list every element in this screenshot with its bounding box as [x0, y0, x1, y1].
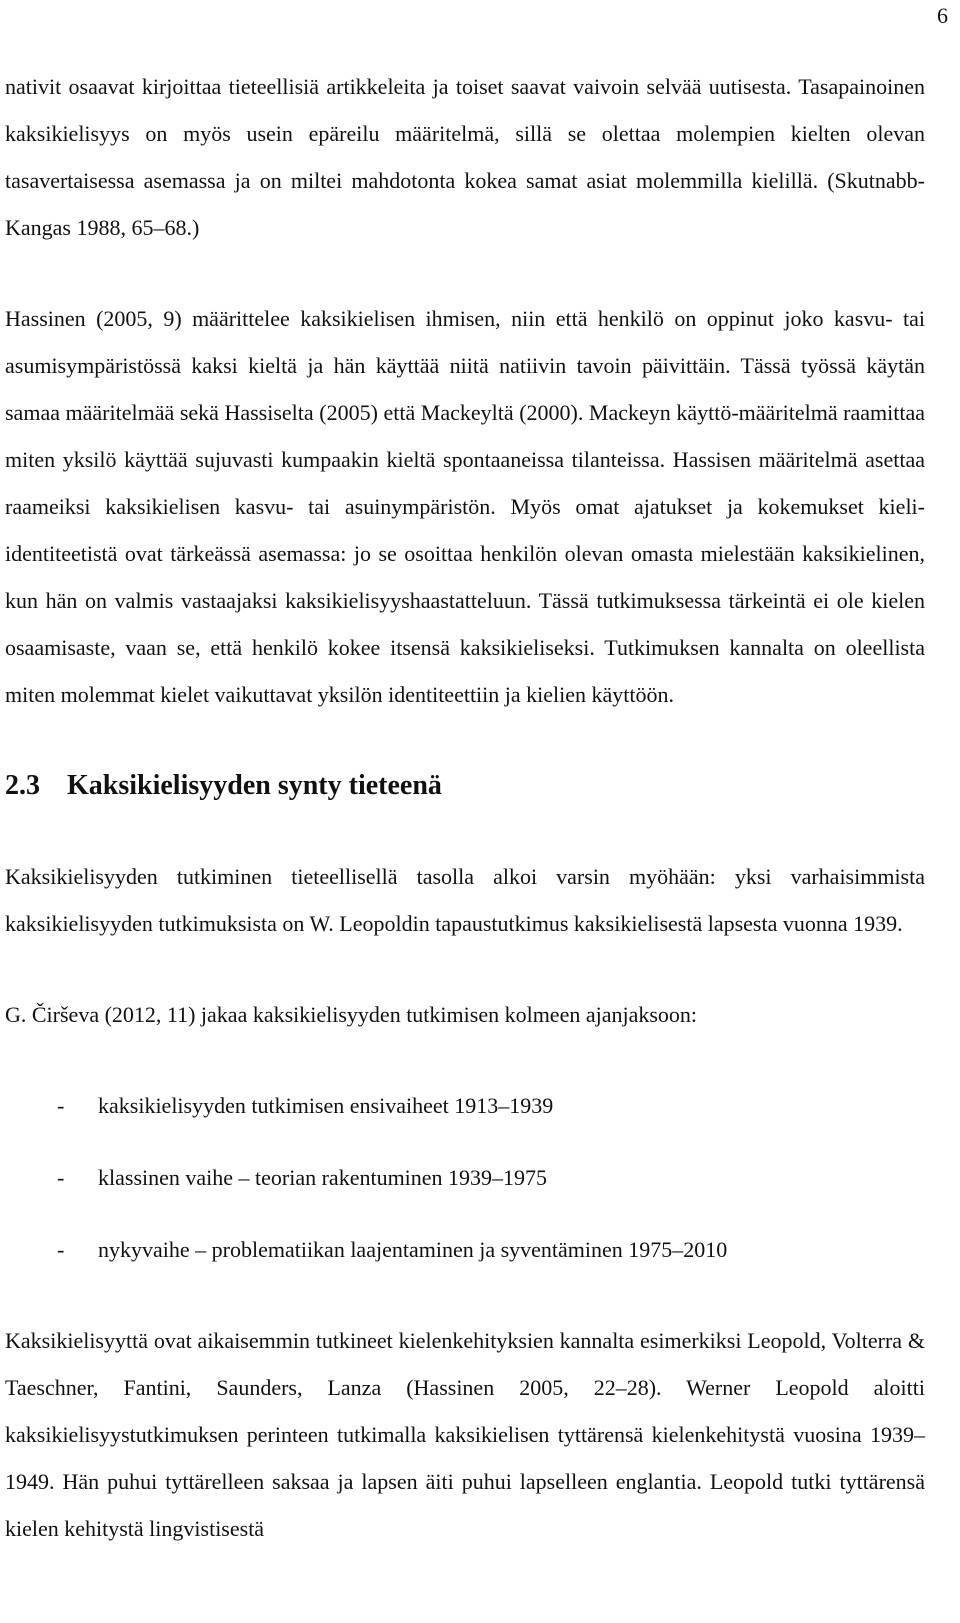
paragraph-leopold: Kaksikielisyyttä ovat aikaisemmin tutkineet kielenkehityksien kannalta esimerkiksi Leopold, Volterra & Taeschner, Fantini, Saunders, Lanza (Hassinen 2005, 22–28). Werner Leopold aloitti kaksikielisyystutkimuksen perinteen tutkimalla kaksikielisen tyttärensä kielenkehitystä vuosina 1939–1949. Hän puhui tyttärelleen saksaa ja lapsen äiti puhui lapselleen englantia. Leopold tutki tyttärensä kielen kehitystä lingvistisestä [5, 1328, 925, 1541]
list-item-text: nykyvaihe – problematiikan laajentaminen ja syventäminen 1975–2010 [98, 1237, 728, 1262]
list-dash: - [57, 1093, 65, 1118]
paragraph-spacer [5, 947, 925, 991]
paragraph-spacer [5, 1273, 925, 1317]
paragraph-spacer [5, 251, 925, 295]
paragraph-periods-intro: G. Čirševa (2012, 11) jakaa kaksikielisyyden tutkimisen kolmeen ajanjaksoon: [5, 1002, 698, 1027]
document-body [5, 63, 925, 1552]
page-number: 6 [937, 3, 948, 28]
research-periods-list [5, 1082, 925, 1273]
section-title: Kaksikielisyyden synty tieteenä [67, 770, 442, 801]
paragraph-research-history: Kaksikielisyyden tutkiminen tieteellisellä tasolla alkoi varsin myöhään: yksi varhaisimmista kaksikielisyyden tutkimuksista on W. Leopoldin tapaustutkimus kaksikielisestä lapsesta vuonna 1939. [5, 864, 925, 936]
paragraph-balanced-bilingualism: nativit osaavat kirjoittaa tieteellisiä artikkeleita ja toiset saavat vaivoin selvää uutisesta. Tasapainoinen kaksikielisyys on myös usein epäreilu määritelmä, sillä se olettaa molempien kielten olevan tasavertaisessa asemassa ja on miltei mahdotonta kokea samat asiat molemmilla kielillä. (Skutnabb-Kangas 1988, 65–68.) [5, 74, 925, 240]
list-dash: - [57, 1165, 65, 1190]
list-item-text: kaksikielisyyden tutkimisen ensivaiheet 1913–1939 [98, 1093, 554, 1118]
section-heading [5, 762, 925, 809]
list-item [5, 1082, 925, 1129]
paragraph-spacer [5, 809, 925, 853]
list-item-text: klassinen vaihe – teorian rakentuminen 1939–1975 [98, 1165, 548, 1190]
paragraph-spacer [5, 1038, 925, 1082]
list-item [5, 1154, 925, 1201]
list-dash: - [57, 1237, 65, 1262]
paragraph-definition: Hassinen (2005, 9) määrittelee kaksikielisen ihmisen, niin että henkilö on oppinut joko kasvu- tai asumisympäristössä kaksi kieltä ja hän käyttää niitä natiivin tavoin päivittäin. Tässä työssä käytän samaa määritelmää sekä Hassiselta (2005) että Mackeyltä (2000). Mackeyn käyttö-määritelmä raamittaa miten yksilö käyttää sujuvasti kumpaakin kieltä spontaaneissa tilanteissa. Hassisen määritelmä asettaa raameiksi kaksikielisen kasvu- tai asuinympäristön. Myös omat ajatukset ja kokemukset kieli-identiteetistä ovat tärkeässä asemassa: jo se osoittaa henkilön olevan omasta mielestään kaksikielinen, kun hän on valmis vastaajaksi kaksikielisyyshaastatteluun. Tässä tutkimuksessa tärkeintä ei ole kielen osaamisaste, vaan se, että henkilö kokee itsensä kaksikieliseksi. Tutkimuksen kannalta on oleellista miten molemmat kielet vaikuttavat yksilön identiteettiin ja kielien käyttöön. [5, 306, 925, 707]
list-item [5, 1226, 925, 1273]
section-number: 2.3 [5, 770, 40, 801]
paragraph-spacer [5, 718, 925, 762]
